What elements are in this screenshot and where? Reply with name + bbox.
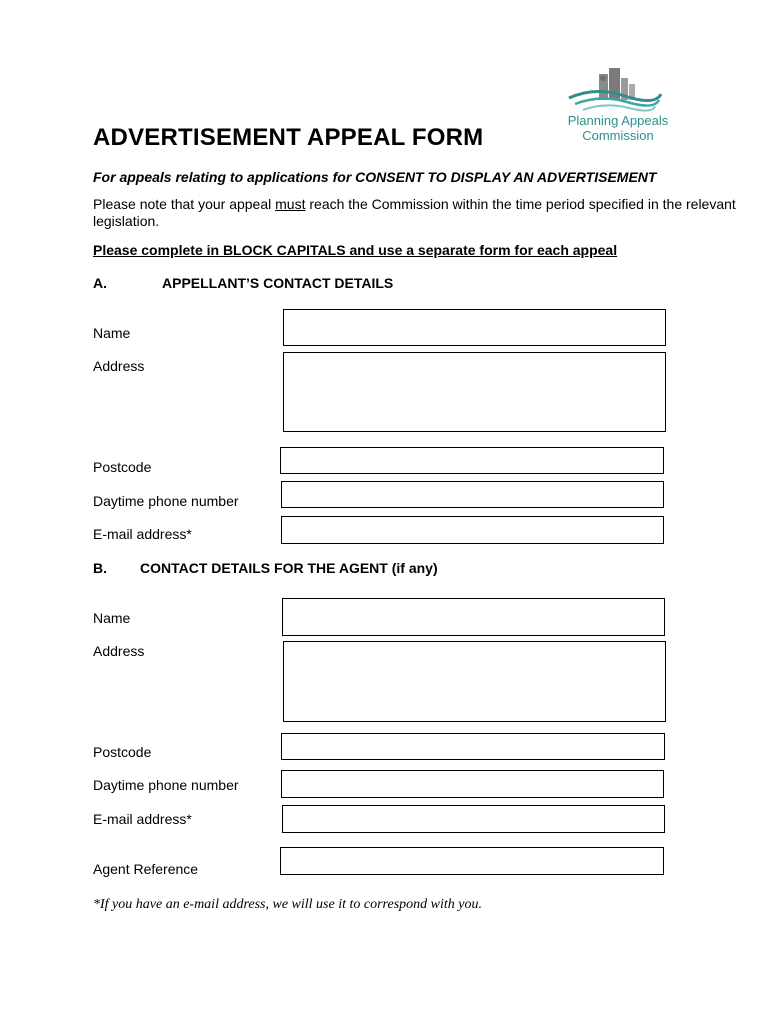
agent-reference-field[interactable]: [280, 847, 664, 875]
appellant-address-field[interactable]: [283, 352, 666, 432]
note-text-after: reach the Commission within the time period specified in the relevant legislation.: [93, 196, 736, 229]
appellant-address-label: Address: [93, 358, 145, 374]
agent-postcode-field[interactable]: [281, 733, 665, 760]
logo-graphic-icon: [565, 66, 665, 114]
logo-text-line1: Planning Appeals: [567, 113, 669, 128]
planning-appeals-logo: [553, 66, 683, 146]
section-a-letter: A.: [93, 275, 107, 291]
completion-instruction: Please complete in BLOCK CAPITALS and use a separate form for each appeal: [93, 242, 618, 258]
agent-postcode-label: Postcode: [93, 744, 152, 760]
appellant-name-field[interactable]: [283, 309, 666, 346]
agent-name-field[interactable]: [282, 598, 665, 636]
agent-phone-label: Daytime phone number: [93, 777, 239, 793]
agent-address-field[interactable]: [283, 641, 666, 722]
appellant-email-label: E-mail address*: [93, 526, 192, 542]
agent-email-label: E-mail address*: [93, 811, 192, 827]
section-a-title: APPELLANT’S CONTACT DETAILS: [162, 275, 394, 291]
agent-email-field[interactable]: [282, 805, 665, 833]
deadline-note: [93, 196, 743, 230]
agent-name-label: Name: [93, 610, 131, 626]
agent-address-label: Address: [93, 643, 145, 659]
section-b-title: CONTACT DETAILS FOR THE AGENT (if any): [140, 560, 438, 576]
logo-text-line2: Commission: [582, 128, 654, 143]
section-b-letter: B.: [93, 560, 107, 576]
appellant-email-field[interactable]: [281, 516, 664, 544]
form-subtitle: For appeals relating to applications for CONSENT TO DISPLAY AN ADVERTISEMENT: [93, 169, 657, 185]
appellant-phone-label: Daytime phone number: [93, 493, 239, 509]
email-footnote: *If you have an e-mail address, we will use it to correspond with you.: [93, 897, 482, 912]
appellant-postcode-field[interactable]: [280, 447, 664, 474]
note-emphasis: must: [275, 196, 306, 212]
appellant-postcode-label: Postcode: [93, 459, 152, 475]
agent-phone-field[interactable]: [281, 770, 664, 798]
agent-reference-label: Agent Reference: [93, 861, 199, 877]
form-title: ADVERTISEMENT APPEAL FORM: [93, 124, 484, 151]
note-text-before: Please note that your appeal: [93, 196, 276, 212]
appellant-name-label: Name: [93, 325, 131, 341]
appellant-phone-field[interactable]: [281, 481, 664, 508]
